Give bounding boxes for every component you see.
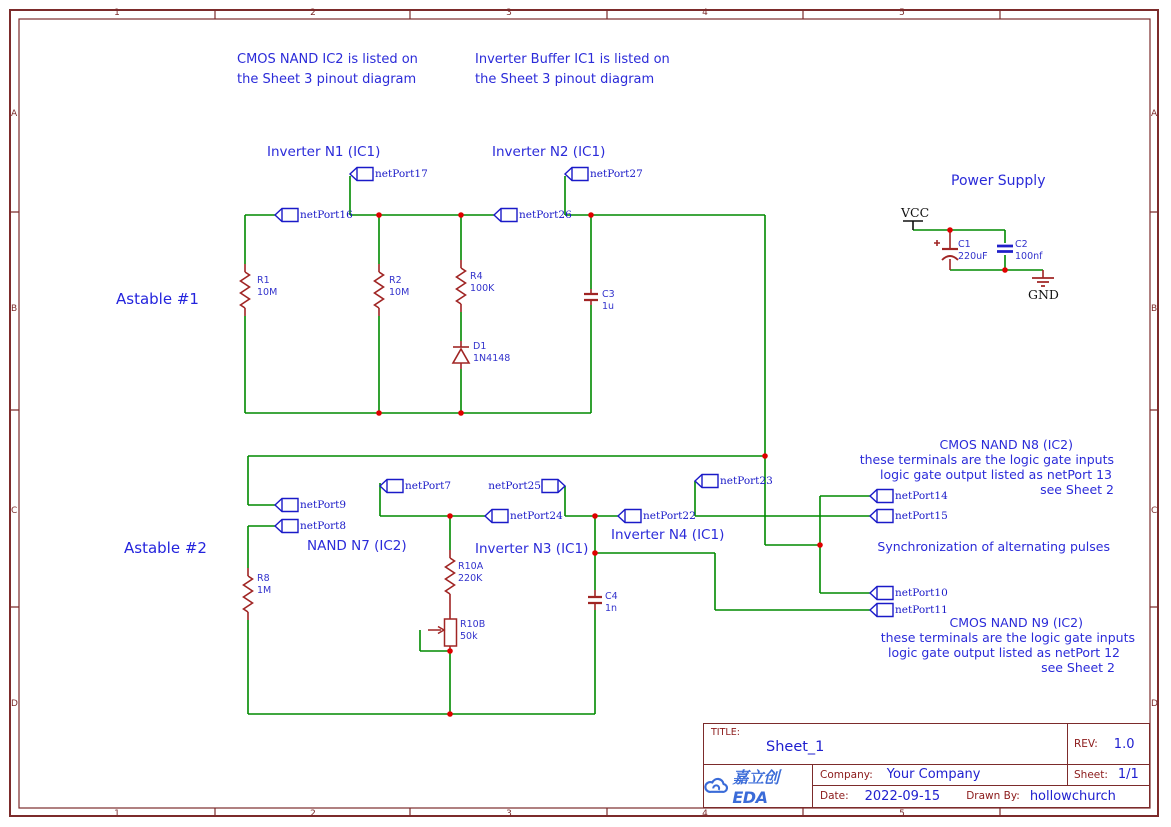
title-label: TITLE: <box>711 727 740 738</box>
gnd-label: GND <box>1028 287 1059 302</box>
astable2-wires <box>248 456 870 714</box>
col-label-top-3: 3 <box>506 8 512 18</box>
col-label-top-2: 2 <box>310 8 316 18</box>
easyeda-cloud-logo-icon <box>704 776 729 796</box>
label-astable-1[interactable]: Astable #1 <box>116 290 199 308</box>
netport14-label[interactable]: netPort14 <box>895 490 948 502</box>
company-label: Company: <box>820 768 873 781</box>
rev-label: REV: <box>1074 738 1098 750</box>
col-label-top-5: 5 <box>899 8 905 18</box>
component-c2-label[interactable]: C2 100nf <box>1015 239 1043 262</box>
row-label-left-a: A <box>11 109 18 119</box>
label-inverter-n2[interactable]: Inverter N2 (IC1) <box>492 144 606 160</box>
component-r1-label[interactable]: R1 10M <box>257 275 278 298</box>
row-label-right-c: C <box>1151 506 1158 516</box>
date-value: 2022-09-15 <box>864 788 941 804</box>
netport11-label[interactable]: netPort11 <box>895 604 948 616</box>
resistor-r1 <box>241 272 250 308</box>
note-n8-line4: see Sheet 2 <box>1040 482 1114 497</box>
netport24-symbol <box>485 510 508 523</box>
col-label-bottom-3: 3 <box>506 809 512 819</box>
note-ic1-line1: Inverter Buffer IC1 is listed on <box>475 52 670 67</box>
col-label-bottom-1: 1 <box>114 809 120 819</box>
gnd-symbol[interactable] <box>1032 278 1054 286</box>
netport7-symbol <box>380 480 403 493</box>
resistor-r8 <box>244 576 253 612</box>
netport15-symbol <box>870 510 893 523</box>
row-label-right-a: A <box>1151 109 1158 119</box>
note-ic1-line2: the Sheet 3 pinout diagram <box>475 72 655 87</box>
netport17-label[interactable]: netPort17 <box>375 168 428 180</box>
sheet-number-cell <box>1067 765 1149 785</box>
netport16-label[interactable]: netPort16 <box>300 209 353 221</box>
note-n9-block[interactable] <box>881 615 1135 675</box>
logo-cell <box>704 765 813 807</box>
component-r8-label[interactable]: R8 1M <box>257 573 272 596</box>
resistors[interactable] <box>241 268 466 612</box>
note-ic1[interactable] <box>475 50 670 90</box>
rev-cell <box>1067 724 1149 764</box>
note-n8-line2: these terminals are the logic gate inputs <box>859 452 1114 467</box>
label-nand-n7[interactable]: NAND N7 (IC2) <box>307 538 407 554</box>
component-r4-label[interactable]: R4 100K <box>470 271 495 294</box>
sheet-title: Sheet_1 <box>766 739 825 755</box>
drawn-by-label: Drawn By: <box>966 790 1020 803</box>
title-cell <box>704 724 1067 764</box>
component-c3-label[interactable]: C3 1u <box>602 289 615 312</box>
netport26-symbol <box>494 209 517 222</box>
label-power-supply[interactable]: Power Supply <box>951 173 1046 189</box>
netport22-label[interactable]: netPort22 <box>643 510 696 522</box>
netport10-symbol <box>870 587 893 600</box>
title-block <box>703 723 1150 808</box>
capacitor-c2[interactable] <box>997 246 1013 252</box>
row-label-left-c: C <box>11 506 18 516</box>
netport23-symbol <box>695 475 718 488</box>
resistor-r10a <box>446 558 455 594</box>
label-inverter-n3[interactable]: Inverter N3 (IC1) <box>475 541 589 557</box>
netport23-label[interactable]: netPort23 <box>720 475 773 487</box>
component-c1-label[interactable]: C1 220uF <box>958 239 988 262</box>
netport8-symbol <box>275 520 298 533</box>
netport10-label[interactable]: netPort10 <box>895 587 948 599</box>
netport15-label[interactable]: netPort15 <box>895 510 948 522</box>
note-n9-line1: CMOS NAND N9 (IC2) <box>949 615 1083 630</box>
netport27-symbol <box>565 168 588 181</box>
sheet-value: 1/1 <box>1117 767 1139 783</box>
netport22-symbol <box>618 510 641 523</box>
resistor-r2 <box>375 272 384 308</box>
label-inverter-n1[interactable]: Inverter N1 (IC1) <box>267 144 381 160</box>
company-cell <box>813 765 1067 785</box>
component-r2-label[interactable]: R2 10M <box>389 275 410 298</box>
note-n8-line3: logic gate output listed as netPort 13 <box>879 467 1112 482</box>
capacitor-c4[interactable] <box>588 597 602 603</box>
netport17-symbol <box>350 168 373 181</box>
note-n8-block[interactable] <box>860 437 1114 497</box>
col-label-bottom-4: 4 <box>702 809 708 819</box>
note-ic2[interactable] <box>237 50 418 90</box>
row-label-right-d: D <box>1151 699 1158 709</box>
netport25-symbol <box>542 480 565 493</box>
note-n9-line4: see Sheet 2 <box>1041 660 1115 675</box>
component-d1-label[interactable]: D1 1N4148 <box>473 341 511 364</box>
netport24-label[interactable]: netPort24 <box>510 510 563 522</box>
netport25-label[interactable]: netPort25 <box>488 480 541 492</box>
component-r10a-label[interactable]: R10A 220K <box>458 561 484 584</box>
netport27-label[interactable]: netPort27 <box>590 168 643 180</box>
vcc-symbol[interactable] <box>903 221 923 230</box>
diode-d1[interactable] <box>453 347 469 363</box>
label-astable-2[interactable]: Astable #2 <box>124 539 207 557</box>
date-label: Date: <box>820 790 849 803</box>
row-label-left-b: B <box>11 304 18 314</box>
capacitor-c3[interactable] <box>584 294 598 300</box>
label-inverter-n4[interactable]: Inverter N4 (IC1) <box>611 527 725 543</box>
col-label-bottom-5: 5 <box>899 809 905 819</box>
rev-value: 1.0 <box>1113 736 1135 752</box>
note-n9-line2: these terminals are the logic gate inputs <box>880 630 1135 645</box>
note-ic2-line1: CMOS NAND IC2 is listed on <box>237 52 418 67</box>
netport8-label[interactable]: netPort8 <box>300 520 347 532</box>
date-row <box>813 786 1149 808</box>
component-r10b-label[interactable]: R10B 50k <box>460 619 486 642</box>
resistor-r4 <box>457 268 466 304</box>
sheet-label: Sheet: <box>1074 768 1108 781</box>
vcc-label: VCC <box>901 205 930 220</box>
row-label-right-b: B <box>1151 304 1158 314</box>
netport7-label[interactable]: netPort7 <box>405 480 452 492</box>
col-label-bottom-2: 2 <box>310 809 316 819</box>
drawn-by-value: hollowchurch <box>1029 788 1116 804</box>
netport9-symbol <box>275 499 298 512</box>
netport9-label[interactable]: netPort9 <box>300 499 347 511</box>
row-label-left-d: D <box>11 699 18 709</box>
note-n9-line3: logic gate output listed as netPort 12 <box>887 645 1120 660</box>
netport16-symbol <box>275 209 298 222</box>
note-sync[interactable]: Synchronization of alternating pulses <box>877 539 1110 554</box>
col-label-top-4: 4 <box>702 8 708 18</box>
company-value: Your Company <box>886 767 981 783</box>
potentiometer-r10b[interactable] <box>428 619 457 646</box>
component-c4-label[interactable]: C4 1n <box>605 591 618 614</box>
note-n8-line1: CMOS NAND N8 (IC2) <box>939 437 1073 452</box>
note-ic2-line2: the Sheet 3 pinout diagram <box>237 72 417 87</box>
netport26-label[interactable]: netPort26 <box>519 209 572 221</box>
col-label-top-1: 1 <box>114 8 120 18</box>
capacitor-c1[interactable] <box>942 249 958 260</box>
easyeda-logo-text: 嘉立创EDA <box>732 768 779 807</box>
